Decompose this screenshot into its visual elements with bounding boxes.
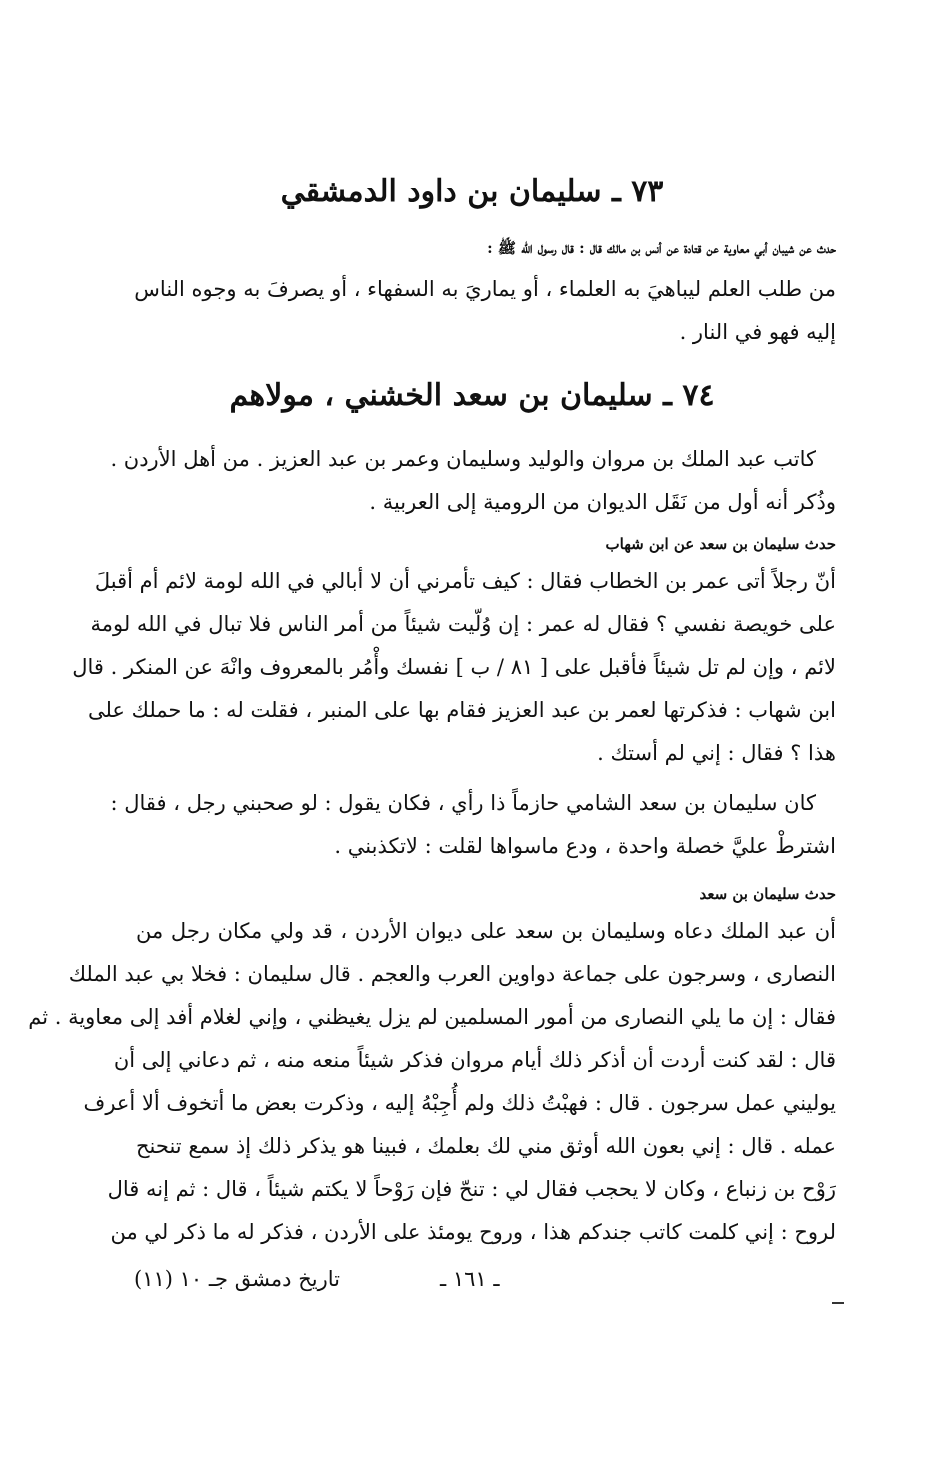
text-line: إليه فهو في النار .	[679, 320, 836, 344]
text-line: رَوْح بن زنباع ، وكان لا يحجب فقال لي : تنحّ فإن رَوْحاً لا يكتم شيئاً ، قال : ثم إنه قال	[107, 1177, 836, 1201]
entry-74-paragraph-3	[28, 910, 836, 1254]
text-line: لروح : إني كلمت كاتب جندكم هذا ، وروح يومئذ على الأردن ، فذكر له ما ذكر لي من	[110, 1220, 836, 1244]
entry-74-heading: ٧٤ ـ سليمان بن سعد الخشني ، مولاهم	[229, 378, 715, 413]
text-line: على خويصة نفسي ؟ فقال له عمر : إن وُلّيت شيئاً من أمر الناس فلا تبال في الله لومة	[90, 612, 836, 636]
entry-74-paragraph-1	[72, 560, 836, 775]
text-line: لائم ، وإن لم تل شيئاً فأقبل على [ ٨١ / ب ] نفسك وأْمُر بالمعروف وانْهَ عن المنكر . قال	[72, 655, 836, 679]
text-line: ابن شهاب : فذكرتها لعمر بن عبد العزيز فقام بها على المنبر ، فقلت له : ما حملك على	[87, 698, 836, 722]
entry-73-hadith	[136, 268, 836, 354]
text-line: أن عبد الملك دعاه وسليمان بن سعد على ديوان الأردن ، قد ولي مكان رجل من	[136, 919, 836, 943]
text-line: من طلب العلم ليباهيَ به العلماء ، أو يماريَ به السفهاء ، أو يصرفَ به وجوه الناس	[134, 277, 836, 301]
text-line: أنّ رجلاً أتى عمر بن الخطاب فقال : كيف تأمرني أن لا أبالي في الله لومة لائم أم أقبلَ	[94, 569, 836, 593]
text-line: قال : لقد كنت أردت أن أذكر ذلك أيام مروان فذكر شيئاً منعه منه ، ثم دعاني إلى أن	[113, 1048, 836, 1072]
page-footer	[0, 1262, 944, 1296]
text-line: يوليني عمل سرجون . قال : فهبْتُ ذلك ولم أُجِبْهُ إليه ، وذكرت بعض ما أتخوف ألا أعرف	[83, 1091, 836, 1115]
entry-74-intro	[110, 438, 836, 524]
page-number: ـ ١٦١ ـ	[440, 1267, 500, 1291]
entry-74-paragraph-2	[110, 782, 836, 868]
text-line: وذُكر أنه أول من نَقَل الديوان من الرومية إلى العربية .	[369, 490, 836, 514]
text-line: النصارى ، وسرجون على جماعة دواوين العرب والعجم . قال سليمان : فخلا بي عبد الملك	[68, 962, 836, 986]
entry-73-isnad: حدث عن شيبان أبي معاوية عن قتادة عن أنس بن مالك قال : قال رسول الله ﷺ :	[487, 239, 836, 257]
text-line: كاتب عبد الملك بن مروان والوليد وسليمان وعمر بن عبد العزيز . من أهل الأردن .	[110, 447, 816, 471]
text-line: هذا ؟ فقال : إني لم أستك .	[597, 741, 836, 765]
text-line: عمله . قال : إني بعون الله أوثق مني لك بعلمك ، فبينا هو يذكر ذلك إذ سمع تنحنح	[136, 1134, 836, 1158]
entry-74-isnad-2: حدث سليمان بن سعد	[699, 885, 836, 903]
entry-74-isnad-1: حدث سليمان بن سعد عن ابن شهاب	[605, 535, 836, 553]
entry-73-heading: ٧٣ ـ سليمان بن داود الدمشقي	[280, 174, 664, 209]
text-line: اشترطْ عليَّ خصلة واحدة ، ودع ماسواها لقلت : لاتكذبني .	[334, 834, 836, 858]
text-line: كان سليمان بن سعد الشامي حازماً ذا رأي ، فكان يقول : لو صحبني رجل ، فقال :	[110, 791, 816, 815]
scan-mark	[832, 1302, 844, 1304]
text-line: فقال : إن ما يلي النصارى من أمور المسلمين لم يزل يغيظني ، وإني لغلام أفد إلى معاوية . ثم	[28, 1005, 836, 1029]
volume-label: تاريخ دمشق جـ ١٠ (١١)	[134, 1267, 340, 1291]
